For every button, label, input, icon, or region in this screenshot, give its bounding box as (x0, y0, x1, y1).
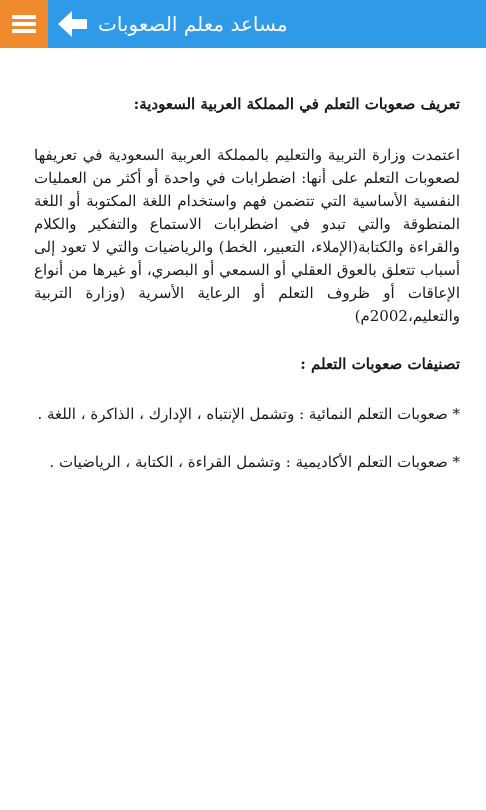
article-content (0, 48, 486, 810)
menu-button[interactable] (0, 0, 48, 48)
classification-item-developmental: * صعوبات التعلم النمائية : وتشمل الإنتباه ، الإدارك ، الذاكرة ، اللغة . (37, 405, 460, 423)
back-button[interactable] (56, 8, 90, 40)
classification-item-academic: * صعوبات التعلم الأكاديمية : وتشمل القراءة ، الكتابة ، الرياضيات . (49, 453, 460, 471)
hamburger-menu-icon-line (12, 22, 36, 26)
app-title: مساعد معلم الصعوبات (98, 12, 288, 36)
arrow-left-icon (56, 8, 90, 40)
article-heading: تعريف صعوبات التعلم في المملكة العربية السعودية: (133, 95, 460, 113)
definition-paragraph: اعتمدت وزارة التربية والتعليم بالمملكة العربية السعودية في تعريفها لصعوبات التعلم على أنها: اضطرابات في واحدة أو أكثر من العمليات النفسية الأساسية التي تتضمن فهم واستخدام اللغة المكتوبة أو اللغة المنطوقة والتي تبدو في اضطرابات الاستماع والتفكير والكلام والقراءة والكتابة(الإملاء، التعبير، الخط) والرياضيات والتي لا تعود إلى أسباب تتعلق بالعوق العقلي أو السمعي أو البصري، أو غيرها من أنواع الإعاقات أو ظروف التعلم أو الرعاية الأسرية (وزارة التربية والتعليم،2002م) (34, 146, 460, 325)
classifications-heading: تصنيفات صعوبات التعلم : (300, 355, 460, 373)
app-bar (0, 0, 486, 48)
hamburger-menu-icon-line (12, 29, 36, 33)
hamburger-menu-icon (12, 15, 36, 19)
